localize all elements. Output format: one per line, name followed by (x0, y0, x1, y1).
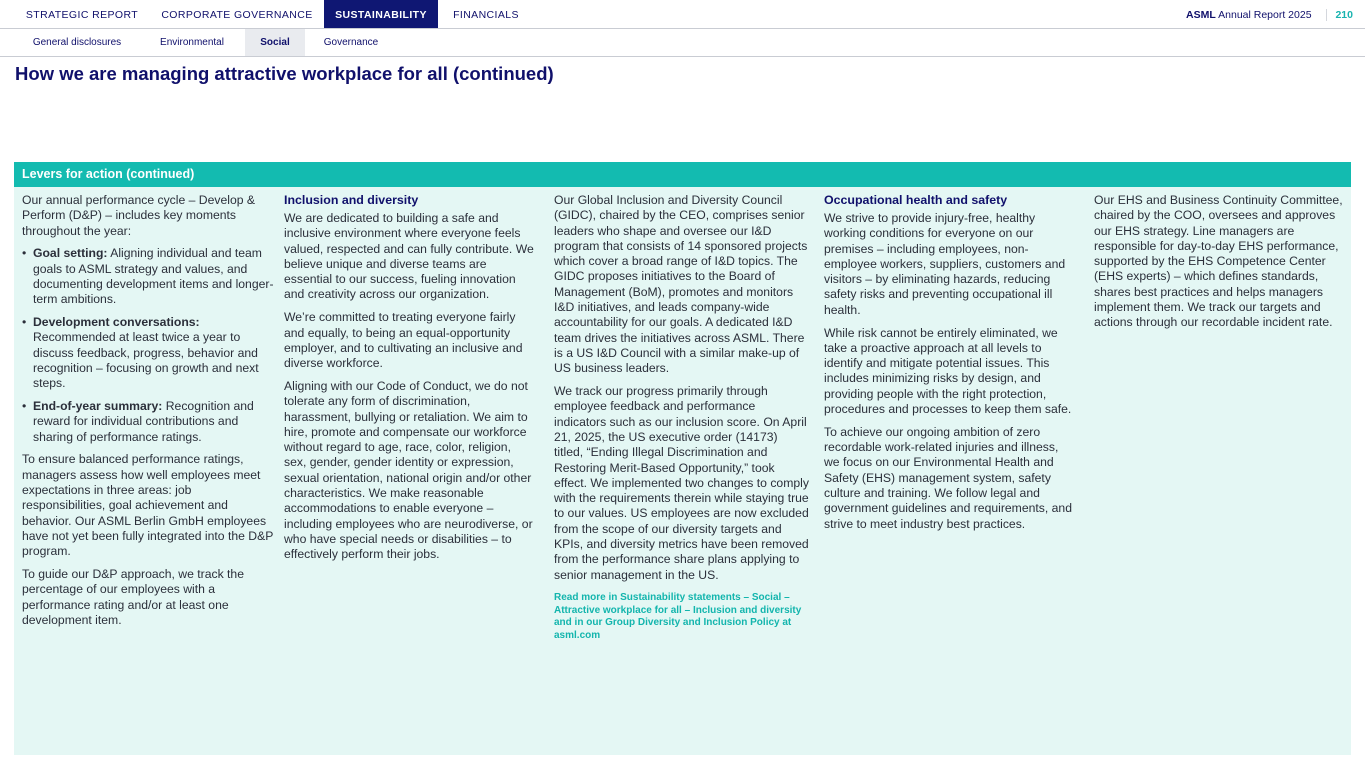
performance-ratings-paragraph: To ensure balanced performance ratings, managers assess how well employees meet expectations in three areas: job responsibilities, goal achievement and behavior. Our ASML Berlin GmbH employees have not yet been fully integrated into the D&P program. (22, 452, 274, 559)
bullet-term: Development conversations: (33, 315, 200, 330)
sub-navigation (0, 29, 1365, 57)
column-health-safety (824, 193, 1072, 539)
tab-corporate-governance[interactable]: CORPORATE GOVERNANCE (161, 9, 313, 21)
ehs-committee-paragraph: Our EHS and Business Continuity Committee, chaired by the COO, oversees and approves our EHS strategy. Line managers are responsible for day-to-day EHS performance, supported by the EHS Competence Center (EHS experts) – which defines standards, shares best practices and helps managers implement them. We track our targets and actions through our recordable incident rate. (1094, 193, 1343, 330)
tab-financials[interactable]: FINANCIALS (453, 9, 519, 21)
list-item (22, 246, 274, 307)
inclusion-paragraph-2: We’re committed to treating everyone fairly and equally, to being an equal-opportunity employer, and to cultivating an inclusive and diverse workforce. (284, 310, 523, 371)
page-title: How we are managing attractive workplace for all (continued) (15, 63, 554, 84)
inclusion-paragraph-1: We are dedicated to building a safe and inclusive environment where everyone feels valued, respected and can fully contribute. We believe unique and diverse teams are essential to our success, fueling innovation and creativity across our organization. (284, 211, 534, 302)
inclusion-paragraph-3: Aligning with our Code of Conduct, we do not tolerate any form of discrimination, harassment, bullying or retaliation. We aim to hire, promote and compensate our workforce without regard to age, race, color, religion, sex, gender, gender identity or expression, sexual orientation, national origin and/or other characteristics. We make reasonable accommodations to enable everyone – including employees who are neurodiverse, or who have special needs or disabilities – to effectively perform their jobs. (284, 378, 533, 562)
health-safety-heading: Occupational health and safety (824, 193, 1008, 207)
list-item (22, 399, 274, 445)
column-performance-cycle (22, 193, 274, 636)
bullet-text: Aligning individual and team goals to ASML strategy and values, and documenting development items and longer-term ambitions. (33, 246, 274, 307)
report-name: Annual Report 2025 (1218, 9, 1312, 21)
read-more-link[interactable]: Read more in Sustainability statements – Social – Attractive workplace for all – Inclusion and diversity and in our Group Diversity and Inclusion Policy at asml.com (554, 591, 802, 641)
tab-sustainability[interactable]: SUSTAINABILITY (324, 0, 438, 28)
subtab-governance[interactable]: Governance (323, 37, 379, 48)
subtab-general-disclosures[interactable]: General disclosures (32, 37, 122, 48)
column-ehs-committee (1094, 193, 1344, 338)
tab-strategic-report[interactable]: STRATEGIC REPORT (25, 9, 139, 21)
report-brand (1186, 0, 1353, 28)
dp-approach-paragraph: To guide our D&P approach, we track the percentage of our employees with a performance rating and/or at least one development item. (22, 567, 244, 627)
subtab-environmental[interactable]: Environmental (160, 37, 224, 48)
bullet-term: Goal setting: (33, 246, 108, 261)
subtab-social[interactable]: Social (245, 29, 305, 56)
health-safety-paragraph-2: While risk cannot be entirely eliminated, we take a proactive approach at all levels to identify and mitigate potential issues. This includes minimizing risks by design, and providing people with the right protection, procedures and processes to keep them safe. (824, 325, 1072, 417)
health-safety-paragraph-1: We strive to provide injury-free, healthy working conditions for everyone on our premises – including employees, non-employee workers, suppliers, customers and visitors – by eliminating hazards, reducing safety risks and preventing occupational ill health. (824, 211, 1066, 317)
bullet-text: Recognition and reward for individual contributions and sharing of performance ratings. (33, 399, 254, 444)
column-gidc (554, 193, 810, 650)
top-navigation (0, 0, 1365, 29)
brand-name: ASML (1186, 9, 1216, 21)
performance-cycle-list (22, 246, 274, 445)
performance-cycle-intro: Our annual performance cycle – Develop & Perform (D&P) – includes key moments throughout the year: (22, 193, 256, 238)
list-item (22, 315, 274, 391)
page-number: 210 (1326, 9, 1353, 21)
gidc-paragraph-2: We track our progress primarily through employee feedback and performance indicators such as our inclusion score. On April 21, 2025, the US executive order (14173) titled, “Ending Illegal Discrimination and Restoring Merit-Based Opportunity,” took effect. We implemented two changes to comply with the requirements therein while staying true to our values. US employees are now excluded from the scope of our diversity targets and KPIs, and diversity metrics have been removed from the performance share plans applying to senior management in the US. (554, 384, 809, 582)
bullet-term: End-of-year summary: (33, 399, 163, 414)
health-safety-paragraph-3: To achieve our ongoing ambition of zero recordable work-related injuries and illness, we focus on our Environmental Health and Safety (EHS) management system, safety culture and training. We follow legal and government guidelines and requirements, and strive to meet industry best practices. (824, 424, 1072, 531)
levers-box-heading: Levers for action (continued) (14, 162, 1351, 187)
bullet-text: Recommended at least twice a year to discuss feedback, progress, behavior and recognition – focusing on growth and next steps. (33, 330, 259, 391)
column-inclusion-diversity (284, 193, 534, 570)
inclusion-diversity-heading: Inclusion and diversity (284, 193, 419, 207)
gidc-paragraph-1: Our Global Inclusion and Diversity Council (GIDC), chaired by the CEO, comprises senior leaders who shape and oversee our I&D program that consists of 14 sponsored projects which cover a broad range of I&D topics. The GIDC proposes initiatives to the Board of Management (BoM), promotes and monitors I&D initiatives, and leads company-wide accountability for our goals. A dedicated I&D team drives the initiatives across ASML. There is a US I&D Council with a similar make-up of US business leaders. (554, 193, 808, 376)
